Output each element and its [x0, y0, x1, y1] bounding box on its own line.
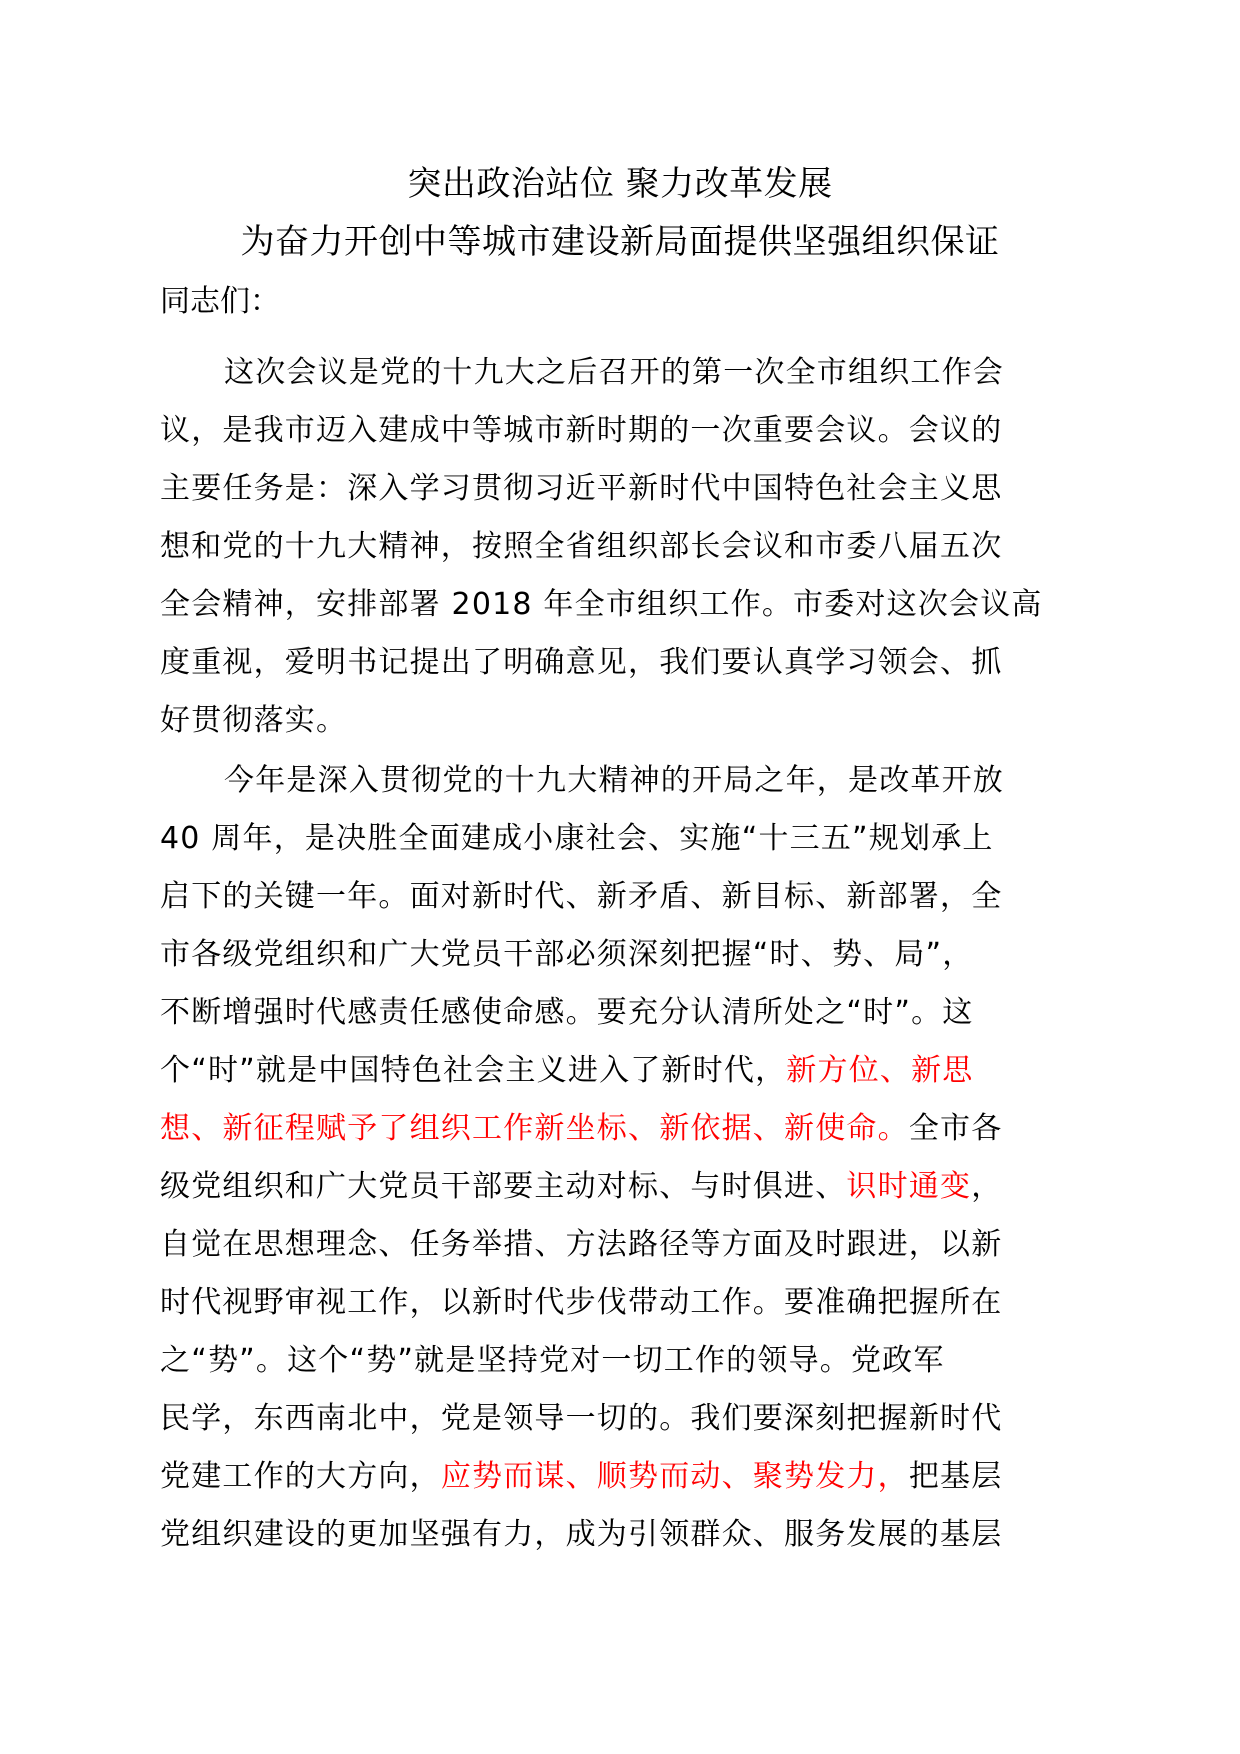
- paragraph-line: 市各级党组织和广大党员干部必须深刻把握“时、势、局”，: [160, 937, 974, 972]
- paragraph-line: 40 周年，是决胜全面建成小康社会、实施“十三五”规划承上: [160, 821, 994, 856]
- paragraph-line: 启下的关键一年。面对新时代、新矛盾、新目标、新部署，全: [160, 879, 1003, 914]
- paragraph-line: 之“势”。这个“势”就是坚持党对一切工作的领导。党政军: [160, 1343, 945, 1378]
- paragraph-line: 想和党的十九大精神，按照全省组织部长会议和市委八届五次: [160, 529, 1003, 564]
- paragraph-line: 级党组织和广大党员干部要主动对标、与时俱进、识时通变，: [160, 1169, 1003, 1204]
- paragraph-line: 个“时”就是中国特色社会主义进入了新时代，新方位、新思: [160, 1053, 974, 1088]
- paragraph-2: [160, 752, 1080, 1564]
- paragraph-line: 全会精神，安排部署 2018 年全市组织工作。市委对这次会议高: [160, 587, 1043, 622]
- paragraph-line: 度重视，爱明书记提出了明确意见，我们要认真学习领会、抓: [160, 645, 1003, 680]
- paragraph-1: [160, 344, 1080, 750]
- highlighted-text: 新方位、新思: [786, 1053, 974, 1088]
- document-title-line1: 突出政治站位 聚力改革发展: [407, 164, 833, 204]
- highlighted-text: 想、新征程赋予了组织工作新坐标、新依据、新使命。: [160, 1111, 909, 1146]
- paragraph-line: 不断增强时代感责任感使命感。要充分认清所处之“时”。这: [160, 995, 974, 1030]
- paragraph-line: 党建工作的大方向，应势而谋、顺势而动、聚势发力，把基层: [160, 1459, 1003, 1494]
- paragraph-line: 民学，东西南北中，党是领导一切的。我们要深刻把握新时代: [160, 1401, 1003, 1436]
- paragraph-line: 这次会议是党的十九大之后召开的第一次全市组织工作会: [224, 355, 1004, 390]
- paragraph-line: 党组织建设的更加坚强有力，成为引领群众、服务发展的基层: [160, 1517, 1003, 1552]
- paragraph-line: 想、新征程赋予了组织工作新坐标、新依据、新使命。全市各: [160, 1111, 1003, 1146]
- highlighted-text: 识时通变: [846, 1169, 972, 1204]
- paragraph-line: 主要任务是：深入学习贯彻习近平新时代中国特色社会主义思: [160, 471, 1003, 506]
- paragraph-line: 好贯彻落实。: [160, 703, 348, 738]
- paragraph-line: 时代视野审视工作，以新时代步伐带动工作。要准确把握所在: [160, 1285, 1003, 1320]
- paragraph-line: 议，是我市迈入建成中等城市新时期的一次重要会议。会议的: [160, 413, 1003, 448]
- document-title-line2: 为奋力开创中等城市建设新局面提供坚强组织保证: [240, 222, 1000, 262]
- paragraph-line: 今年是深入贯彻党的十九大精神的开局之年，是改革开放: [224, 763, 1004, 798]
- salutation: 同志们：: [160, 284, 280, 319]
- paragraph-line: 自觉在思想理念、任务举措、方法路径等方面及时跟进，以新: [160, 1227, 1003, 1262]
- highlighted-text: 应势而谋、顺势而动、聚势发力，: [440, 1459, 909, 1494]
